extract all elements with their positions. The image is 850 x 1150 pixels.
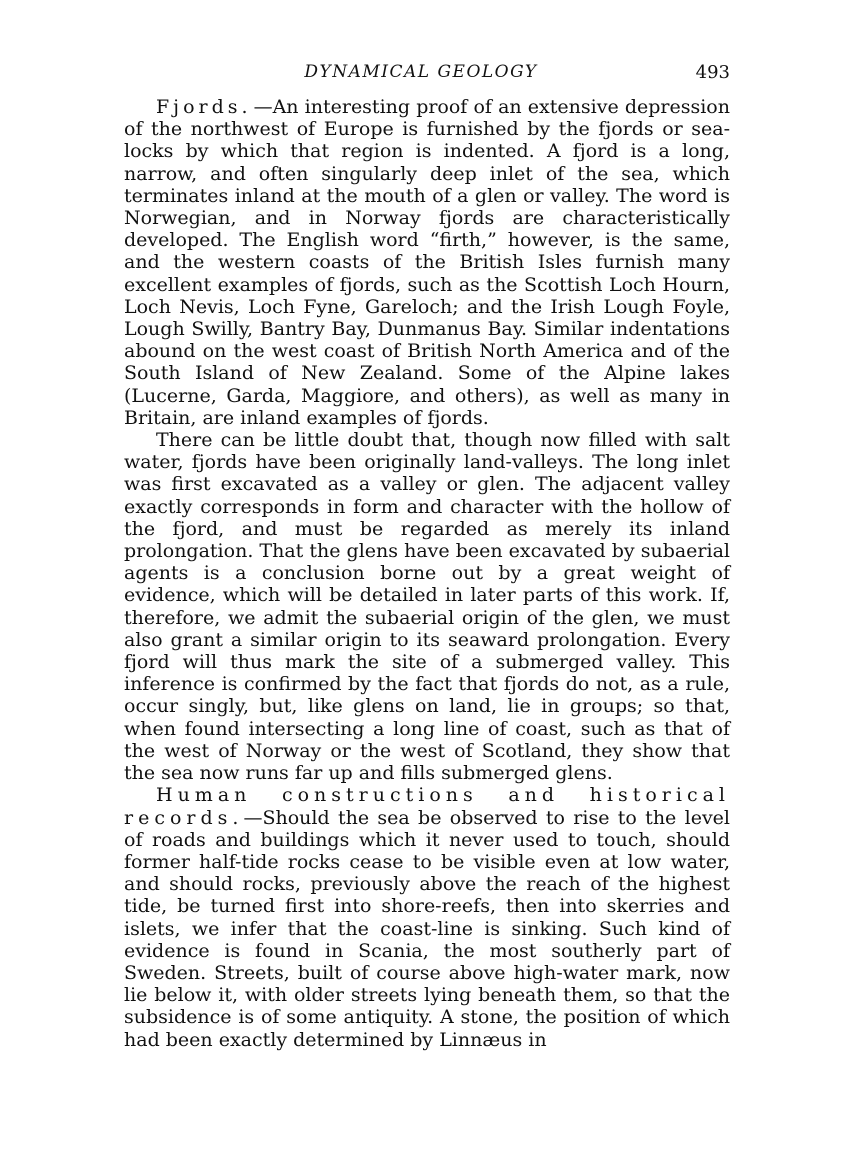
paragraph-text: —An interesting proof of an extensive depression of the northwest of Europe is furnished by the fjords or sea-locks by which that region is indented. A fjord is a long, narrow, and often singularly deep inlet of the sea, which terminates inland at the mouth of a glen or valley. The word is Norwegian, and in Norway fjords are characteristically developed. The English word “firth,” however, is the same, and the western coasts of the British Isles furnish many excellent examples of fjords, such as the Scottish Loch Hourn, Loch Nevis, Loch Fyne, Gareloch; and the Irish Lough Foyle, Lough Swilly, Bantry Bay, Dunmanus Bay. Similar indentations abound on the west coast of British North America and of the South Island of New Zealand. Some of the Alpine lakes (Lucerne, Garda, Maggiore, and others), as well as many in Britain, are inland examples of fjords.	[124, 96, 730, 429]
body-text	[124, 96, 730, 1051]
section-heading-human-constructions: Human constructions and historical records.	[124, 784, 730, 829]
paragraph-text: There can be little doubt that, though now filled with salt water, fjords have been originally land-valleys. The long inlet was first excavated as a valley or glen. The adjacent valley exactly corresponds in form and character with the hollow of the fjord, and must be regarded as merely its inland prolongation. That the glens have been excavated by subaerial agents is a conclusion borne out by a great weight of evidence, which will be detailed in later parts of this work. If, therefore, we admit the subaerial origin of the glen, we must also grant a similar origin to its seaward prolongation. Every fjord will thus mark the site of a submerged valley. This inference is confirmed by the fact that fjords do not, as a rule, occur singly, but, like glens on land, lie in groups; so that, when found intersecting a long line of coast, such as that of the west of Norway or the west of Scotland, they show that the sea now runs far up and fills submerged glens.	[124, 429, 730, 785]
paragraph-text: —Should the sea be observed to rise to the level of roads and buildings which it never used to touch, should former half-tide rocks cease to be visible even at low water, and should rocks, previously above the reach of the highest tide, be turned first into shore-reefs, then into skerries and islets, we infer that the coast-line is sinking. Such kind of evidence is found in Scania, the most southerly part of Sweden. Streets, built of course above high-water mark, now lie below it, with older streets lying beneath them, so that the subsidence is of some antiquity. A stone, the position of which had been exactly determined by Linnæus in	[124, 806, 730, 1051]
paragraph-human-constructions	[124, 784, 730, 1050]
page-number: 493	[695, 62, 730, 83]
paragraph-excavation	[124, 429, 730, 784]
section-heading-fjords: Fjords.	[156, 96, 252, 118]
header-title: DYNAMICAL GEOLOGY	[304, 62, 538, 82]
running-head	[112, 62, 730, 88]
paragraph-fjords	[124, 96, 730, 429]
